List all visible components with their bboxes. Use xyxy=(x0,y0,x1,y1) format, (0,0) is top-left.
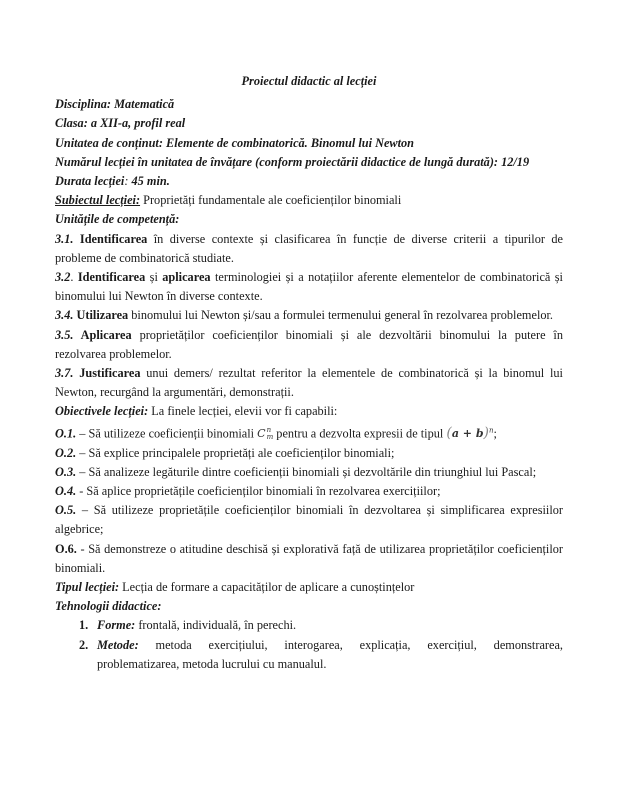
competenta-text: unui demers/ rezultat referitor la elementele de combinatorică și la binomul lui Newton, recurgând la argumentări, demonstrații. xyxy=(55,366,563,400)
tipul-line xyxy=(55,578,563,597)
list-item xyxy=(79,616,563,635)
unitatile-heading: Unitățile de competență: xyxy=(55,212,180,227)
tipul-value: Lecția de formare a capacităților de aplicare a cunoștințelor xyxy=(119,579,415,594)
list-item-text: metoda exercițiului, interogarea, explicația, exercițiul, demonstrarea, problematizarea, metoda lucrului cu manualul. xyxy=(97,637,563,671)
obiectiv-o3 xyxy=(55,463,563,482)
competenta-code: 3.2 xyxy=(55,270,71,285)
obiectiv-text: - Să aplice proprietățile coeficienților binomiali în rezolvarea exercițiilor; xyxy=(76,483,441,498)
tehnologii-list xyxy=(55,616,563,674)
obiectiv-o1 xyxy=(55,422,563,444)
obiectiv-o6 xyxy=(55,540,563,578)
competenta-3-4 xyxy=(55,306,563,325)
obiective-intro: La finele lecției, elevii vor fi capabili: xyxy=(148,404,338,419)
obiectiv-o4 xyxy=(55,482,563,501)
competenta-code: 3.4. xyxy=(55,308,74,323)
formula-base: C xyxy=(257,427,266,441)
document-title: Proiectul didactic al lecției xyxy=(241,74,377,88)
competenta-verb: Aplicarea xyxy=(73,327,132,342)
competenta-text: proprietăților coeficienților binomiali și ale dezvoltării binomului la putere în rezolvarea problemelor. xyxy=(55,327,563,361)
obiectiv-text: - Să demonstreze o atitudine deschisă și explorativă față de utilizarea proprietăților coeficienților binomiali. xyxy=(55,541,563,575)
obiectiv-o5 xyxy=(55,501,563,539)
competenta-verb: Utilizarea xyxy=(73,308,129,323)
obiectiv-code: O.1. xyxy=(55,426,77,441)
competenta-3-1 xyxy=(55,230,563,268)
formula-superscript: n xyxy=(266,426,272,435)
competenta-3-2 xyxy=(55,268,563,306)
obiectiv-text-end: ; xyxy=(493,426,497,441)
competenta-text: în diverse contexte și clasificarea în funcție de diverse criterii a tipurilor de probleme de combinatorică studiate. xyxy=(55,231,563,265)
obiectiv-o2 xyxy=(55,444,563,463)
obiectiv-code: O.3. xyxy=(55,464,77,479)
obiectiv-text: – Să explice principalele proprietăți ale coeficienților binomiali; xyxy=(76,445,395,460)
list-item-number: 1. xyxy=(79,618,89,633)
obiectiv-code: O.5. xyxy=(55,503,77,518)
competenta-code: 3.7. xyxy=(55,366,74,381)
competenta-separator: . xyxy=(70,270,78,285)
list-item-label: Metode: xyxy=(97,637,139,652)
obiective-line xyxy=(55,402,563,421)
durata-colon: : xyxy=(124,174,129,189)
durata-value: 45 min. xyxy=(128,174,170,189)
subiectul-value: Proprietăți fundamentale ale coeficienților binomiali xyxy=(140,193,402,208)
competenta-3-5 xyxy=(55,326,563,364)
durata-label: Durata lecției xyxy=(55,174,125,189)
obiectiv-text-mid: pentru a dezvolta expresii de tipul xyxy=(273,426,447,441)
subiectul-label: Subiectul lecției: xyxy=(55,193,141,208)
unitatea-line: Unitatea de conținut: Elemente de combinatorică. Binomul lui Newton xyxy=(55,135,415,150)
list-item-number: 2. xyxy=(79,637,89,652)
list-item-label: Forme: xyxy=(97,618,136,633)
obiective-label: Obiectivele lecției: xyxy=(55,404,149,419)
formula-exponent: n xyxy=(489,426,494,435)
competenta-verb: Identificarea xyxy=(77,270,146,285)
obiectiv-code: O.6. xyxy=(55,541,77,556)
competenta-text: terminologiei și a notațiilor aferente elementelor de combinatorică și binomului lui Newton în diverse contexte. xyxy=(55,270,563,304)
obiectiv-text: – Să analizeze legăturile dintre coeficienții binomiali și dezvoltările din triunghiul lui Pascal; xyxy=(76,464,537,479)
numarul-line: Numărul lecției în unitatea de învățare (conform proiectării didactice de lungă durată): 12/19 xyxy=(55,154,530,169)
competenta-verb: Justificarea xyxy=(73,366,141,381)
tipul-label: Tipul lecției: xyxy=(55,579,120,594)
competenta-conjunction: și xyxy=(145,270,163,285)
subiectul-line xyxy=(55,191,563,210)
formula-subscript: m xyxy=(266,433,274,442)
binomial-coefficient-formula xyxy=(257,427,273,440)
list-item-text: frontală, individuală, în perechi. xyxy=(135,618,297,633)
competenta-code: 3.5. xyxy=(55,327,74,342)
obiectiv-text: – Să utilizeze proprietățile coeficienților binomiali în dezvoltarea și simplificarea expresiilor algebrice; xyxy=(55,503,563,537)
obiectiv-code: O.4. xyxy=(55,483,77,498)
list-item xyxy=(79,636,563,674)
competenta-3-7 xyxy=(55,364,563,402)
competenta-text: binomului lui Newton și/sau a formulei termenului general în rezolvarea problemelor. xyxy=(128,308,554,323)
clasa-line: Clasa: a XII-a, profil real xyxy=(55,116,186,131)
binomial-power-formula: $(a + b)^n$ xyxy=(446,425,494,442)
obiectiv-text: – Să utilizeze coeficienții binomiali xyxy=(76,426,258,441)
competenta-verb: Identificarea xyxy=(73,231,148,246)
durata-line xyxy=(55,172,563,191)
obiectiv-code: O.2. xyxy=(55,445,77,460)
disciplina-line: Disciplina: Matematică xyxy=(55,97,175,112)
formula-expression: a + b xyxy=(451,427,484,441)
document-page xyxy=(55,72,563,674)
competenta-verb-2: aplicarea xyxy=(162,270,211,285)
competenta-code: 3.1. xyxy=(55,231,74,246)
tehnologii-heading: Tehnologii didactice: xyxy=(55,599,162,614)
